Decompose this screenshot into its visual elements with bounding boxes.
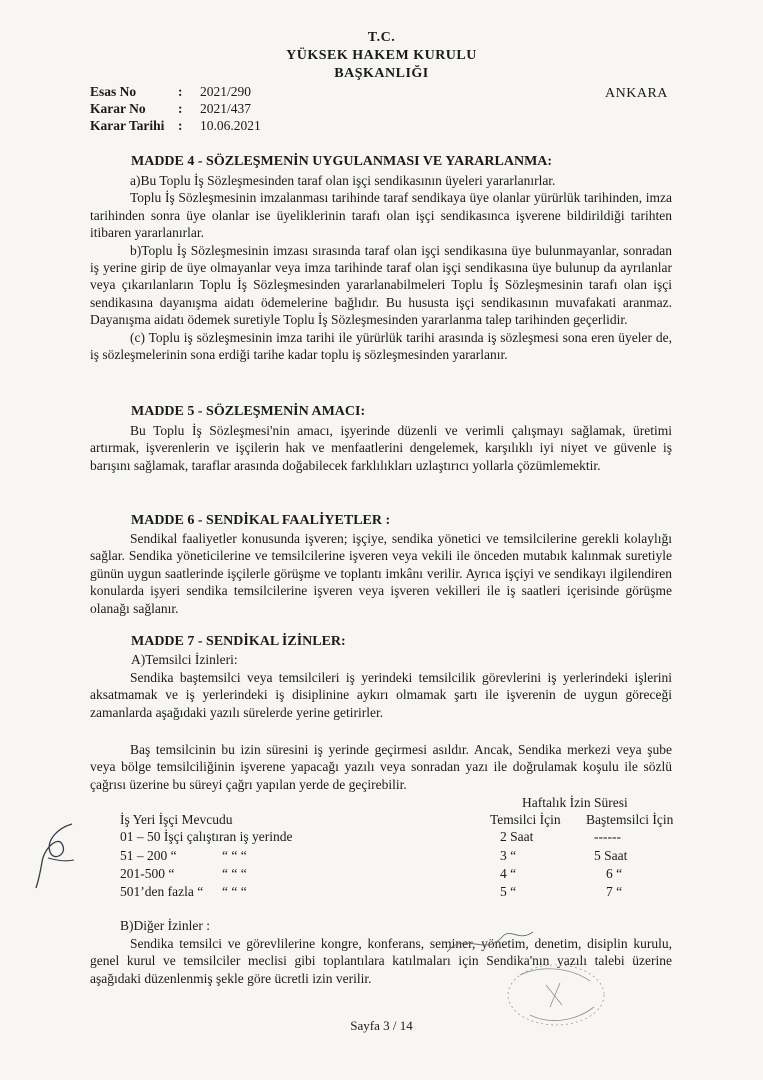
handwritten-initial-icon [28,818,84,890]
tarih-value: 10.06.2021 [200,118,261,133]
esas-value: 2021/290 [200,84,252,99]
meta-separator: : [178,118,183,133]
madde4-paragraph: Toplu İş Sözleşmesinin imzalanması tarihinde taraf sendikaya üye olanlar yürürlük tarihinden, imza tarihinden sonra üye olanlar ise üyeliklerinin tarafı olan işçi sendikasınca işverene bildirildiği tarihten itibaren yararlanırlar. [90,190,672,241]
table-cell-rep: 5 “ [500,884,517,899]
madde4-paragraph: (c) Toplu iş sözleşmesinin imza tarihi ile yürürlük tarihi arasında iş sözleşmesi sona eren üyeler de, iş sözleşmelerinin sona erdiği tarihe kadar toplu iş sözleşmesinden yararlanır. [90,329,672,363]
table-cell-head: ------ [594,829,621,844]
table-cell-head: 6 “ [606,866,623,881]
table-cell-rep: 2 Saat [500,829,534,844]
header-presidency: BAŞKANLIĞI [334,66,429,81]
table-cell-range: 201-500 “ [120,866,175,881]
page-number: Sayfa 3 / 14 [350,1018,413,1033]
signature-stroke-icon [445,922,535,962]
madde7-paragraph: Sendika baştemsilci veya temsilcileri iş yerindeki temsilcilik görevlerini iş yerlerindeki işlerini aksatmamak ve iş yerlerindeki iş disiplinine aykırı olmamak şartı ile işverenin de uygun göreceği zamanlarda aşağıdaki yazılı sürelerde yerine getirirler. [90,670,672,720]
table-cell-ditto: “ “ “ [222,866,247,881]
header-institution: YÜKSEK HAKEM KURULU [286,48,477,63]
table-cell-head: 7 “ [606,884,623,899]
madde4-body [90,172,672,363]
city: ANKARA [605,86,668,101]
karar-value: 2021/437 [200,101,252,116]
table-heading: Haftalık İzin Süresi [522,795,628,810]
table-cell-rep: 3 “ [500,848,517,863]
madde7-subtitle-a: A)Temsilci İzinleri: [131,652,238,667]
madde7-body-a [90,669,672,721]
madde7-paragraph: Baş temsilcinin bu izin süresini iş yerinde geçirmesi asıldır. Ancak, Sendika merkezi veya şube veya bölge temsilciliğinin işverene yapacağı yazılı veya sonradan yazı ile doğrulamak koşulu ile sözlü çağrısı üzerine bu süreyi çağrı yapılan yerde de geçirebilir. [90,742,672,792]
madde7-body-a2 [90,741,672,793]
header-tc: T.C. [367,30,396,45]
madde7-paragraph: Sendika temsilci ve görevlilerine kongre, konferans, seminer, yönetim, denetim, disiplin kurulu, genel kurul ve temsilciler meclisi gibi toplantılara katılmaları için Sendika'nın yazılı talebi üzerine aşağıdaki düzenlenmiş şekle göre ücretli izin verilir. [90,936,672,986]
meta-separator: : [178,84,183,99]
madde4-paragraph: b)Toplu İş Sözleşmesinin imzası sırasında taraf olan işçi sendikasına üye bulunmayanlar, sonradan iş yerine girip de üye olmayanlar veya imza tarihinde taraf olan işçi sendikasına üye bulunup da ayrılanlar veya çıkarılanların Toplu İş Sözleşmesinden yararlanabilmeleri Toplu İş Sözleşmesinin tarafı olan işçi sendikasına dayanışma aidatı ödemelerine bağlıdır. Bu hususta işçi sendikasının muvafakati aranmaz. Dayanışma aidatı ödemek suretiyle Toplu İş Sözleşmesinden yararlanma talep tarihinden geçerlidir. [90,242,672,328]
tarih-row [90,118,261,135]
table-cell-head: 5 Saat [594,848,628,863]
table-cell-range: 501’den fazla “ [120,884,204,899]
table-cell-range: 51 – 200 “ [120,848,177,863]
meta-separator: : [178,101,183,116]
karar-label: Karar No [90,101,146,116]
madde7-subtitle-b: B)Diğer İzinler : [120,918,210,933]
madde5-paragraph: Bu Toplu İş Sözleşmesi'nin amacı, işyerinde düzenli ve verimli çalışmayı sağlamak, üretimi artırmak, işverenlerin ve işçilerin hak ve menfaatlerini dengelemek, karşılıklı iyi niyet ve güvenle iş barışını sağlamak, taraflar arasında doğabilecek farklılıkları uzlaştırıcı yollarla çözümlemektir. [90,423,672,473]
madde6-paragraph: Sendikal faaliyetler konusunda işveren; işçiye, sendika yönetici ve temsilcilerine gerekli kolaylığı sağlar. Sendika yöneticilerine ve temsilcilerine işveren veya vekili ile önceden mutabık kalınmak suretiyle günün uygun saatlerinde işçilerle görüşme ve toplantı imkânı verilir. Ayrıca işçiyi ve sendikayı ilgilendiren konularda işyeri sendika temsilcilerine işveren veya işveren vekilleri ile iş saatleri içerisinde görüşme olanağı sağlanır. [90,531,672,616]
madde4-title: MADDE 4 - SÖZLEŞMENİN UYGULANMASI VE YARARLANMA: [131,154,553,169]
case-meta [90,84,261,135]
madde5-title: MADDE 5 - SÖZLEŞMENİN AMACI: [131,404,366,419]
madde5-body [90,422,672,474]
table-cell-ditto: “ “ “ [222,848,247,863]
madde6-body [90,530,672,617]
table-cell-range: 01 – 50 İşçi çalıştıran iş yerinde [120,829,293,844]
karar-row [90,101,261,118]
madde4-paragraph: a)Bu Toplu İş Sözleşmesinden taraf olan işçi sendikasının üyeleri yararlanırlar. [130,173,556,188]
esas-row [90,84,261,101]
esas-label: Esas No [90,84,137,99]
table-col-rep: Temsilci İçin [490,812,561,827]
tarih-label: Karar Tarihi [90,118,165,133]
table-col-head-rep: Baştemsilci İçin [586,812,674,827]
faint-stamp-icon [490,955,610,1035]
madde7-title: MADDE 7 - SENDİKAL İZİNLER: [131,634,346,649]
table-cell-ditto: “ “ “ [222,884,247,899]
table-cell-rep: 4 “ [500,866,517,881]
madde6-title: MADDE 6 - SENDİKAL FAALİYETLER : [131,513,391,528]
table-col-workplace: İş Yeri İşçi Mevcudu [120,812,233,827]
